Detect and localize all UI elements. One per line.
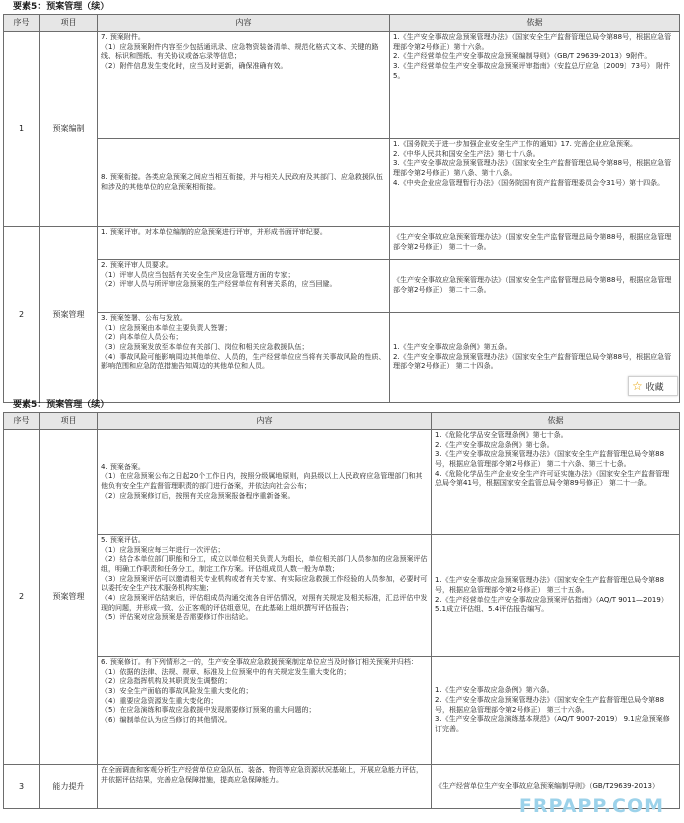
content-cell: 6. 预案修订。有下列情形之一的，生产安全事故应急救援预案制定单位应当及时修订相关预案并归档： （1）依据的法律、法规、规章、标准及上位预案中的有关规定发生重大变化的； （2）应急指挥机构及其职责发生调整的； （3）安全生产面临的事故风险发生重大变化的； （4）重要应急资源发生重大变化的； （5）在应急演练和事故应急救援中发现需要修订预案的重大问题的； （6）编制单位认为应当修订的其他情况。: [98, 657, 432, 765]
header-no: 序号: [4, 413, 40, 430]
watermark: FRPAPP.COM: [518, 794, 664, 817]
table-header-row: [4, 413, 680, 430]
table-row: [4, 535, 680, 657]
row-item: 预案管理: [40, 430, 98, 765]
row-item: 预案编制: [40, 32, 98, 227]
content-cell: 7. 预案附件。 （1）应急预案附件内容至少包括通讯录、应急物资装备清单、规范化格式文本、关键的路线、标识和图纸、有关协议或备忘录等信息； （2）附件信息发生变化时，应当及时更新，确保准确有效。: [98, 32, 390, 139]
header-basis: 依据: [432, 413, 680, 430]
table-row: [4, 139, 680, 227]
content-cell: 1. 预案评审。对本单位编制的应急预案进行评审，并形成书面评审纪要。: [98, 227, 390, 260]
table-header-row: [4, 15, 680, 32]
content-cell: 8. 预案衔接。各类应急预案之间应当相互衔接，并与相关人民政府及其部门、应急救援队伍和涉及的其他单位的应急预案相衔接。: [98, 139, 390, 227]
section-title: 要素5：预案管理（续）: [13, 400, 110, 410]
row-number: 2: [4, 430, 40, 765]
header-item: 项目: [40, 15, 98, 32]
table-row: [4, 657, 680, 765]
basis-cell: 1.《危险化学品安全管理条例》第七十条。 2.《生产安全事故应急条例》第七条。 3.《生产安全事故应急预案管理办法》（国家安全生产监督管理总局令第88号，根据应急管理部令第2号修正） 第二十六条、第三十七条。 4.《危险化学品生产企业安全生产许可证实施办法》（国家安全生产监督管理总局令第41号，根据国家安全监管总局令第89号修正） 第二十一条。: [432, 430, 680, 535]
table-row: [4, 260, 680, 313]
basis-cell: 《生产安全事故应急预案管理办法》（国家安全生产监督管理总局令第88号，根据应急管理部令第2号修正） 第二十一条。: [390, 227, 680, 260]
row-number: 3: [4, 765, 40, 809]
table-row: [4, 430, 680, 535]
favorite-button[interactable]: [628, 376, 678, 396]
header-item: 项目: [40, 413, 98, 430]
content-cell: 4. 预案备案。 （1）在应急预案公布之日起20个工作日内，按照分级属地原则，向县级以上人民政府应急管理部门和其他负有安全生产监督管理职责的部门进行备案，并依法向社会公布； （2）应急预案修订后，按照有关应急预案报备程序重新备案。: [98, 430, 432, 535]
requirements-table: [3, 14, 680, 403]
content-cell: 5. 预案评估。 （1）应急预案应每三年进行一次评估； （2）结合本单位部门职能和分工，成立以单位相关负责人为组长，单位相关部门人员参加的应急预案评估组，明确工作职责和任务分工，制定工作方案。评估组成员人数一般为单数； （3）应急预案评估可以邀请相关专业机构或者有关专家、有实际应急救援工作经验的人员参加，必要时可以委托安全生产技术服务机构实施； （4）应急预案评估结束后，评估组成员沟通交流各自评估情况，对照有关规定及相关标准，汇总评估中发现的问题，并形成一致、公正客观的评估组意见，在此基础上组织撰写评估报告； （5）评估案对应急预案是否需要修订作出结论。: [98, 535, 432, 657]
row-item: 预案管理: [40, 227, 98, 403]
basis-cell: 1.《生产安全事故应急预案管理办法》（国家安全生产监督管理总局令第88号，根据应急管理部令第2号修正）第十六条。 2.《生产经营单位生产安全事故应急预案编制导则》（GB/T 29639-2013）9附件。 3.《生产经营单位生产安全事故应急预案评审指南》（安监总厅应急〔2009〕73号） 附件5。: [390, 32, 680, 139]
header-basis: 依据: [390, 15, 680, 32]
row-number: 1: [4, 32, 40, 227]
header-content: 内容: [98, 413, 432, 430]
content-cell: 2. 预案评审人员要求。 （1）评审人员应当包括有关安全生产及应急管理方面的专家； （2）评审人员与所评审应急预案的生产经营单位有利害关系的，应当回避。: [98, 260, 390, 313]
requirements-table: [3, 412, 680, 809]
section-title: 要素5：预案管理（续）: [13, 2, 110, 12]
row-number: 2: [4, 227, 40, 403]
basis-cell: 1.《国务院关于进一步加强企业安全生产工作的通知》17. 完善企业应急预案。 2.《中华人民共和国安全生产法》第七十八条。 3.《生产安全事故应急预案管理办法》（国家安全生产监督管理总局令第88号，根据应急管理部令第2号修正）第八条、第十八条。 4.《中央企业应急管理暂行办法》（国务院国有资产监督管理委员会令31号）第十四条。: [390, 139, 680, 227]
basis-cell: 1.《生产安全事故应急条例》第六条。 2.《生产安全事故应急预案管理办法》（国家安全生产监督管理总局令第88号，根据应急管理部令第2号修正） 第三十六条。 3.《生产安全事故应急演练基本规范》（AQ/T 9007-2019） 9.1应急预案修订完善。: [432, 657, 680, 765]
table-row: [4, 32, 680, 139]
basis-cell: 《生产安全事故应急预案管理办法》（国家安全生产监督管理总局令第88号，根据应急管理部令第2号修正） 第二十二条。: [390, 260, 680, 313]
star-icon: ☆: [632, 379, 643, 393]
content-cell: 3. 预案签署、公布与发放。 （1）应急预案由本单位主要负责人签署； （2）向本单位人员公布； （3）应急预案发放至本单位有关部门、岗位和相关应急救援队伍； （4）事故风险可能影响周边其他单位、人员的，生产经营单位应当将有关事故风险的性质、影响范围和应急防范措施告知周边的其他单位和人员。: [98, 313, 390, 403]
header-no: 序号: [4, 15, 40, 32]
row-item: 能力提升: [40, 765, 98, 809]
header-content: 内容: [98, 15, 390, 32]
table-section-2: [3, 398, 679, 809]
table-row: [4, 227, 680, 260]
content-cell: 在全面调查和客观分析生产经营单位应急队伍、装备、物资等应急资源状况基础上，开展应急能力评估，并依据评估结果，完善应急保障措施，提高应急保障能力。: [98, 765, 432, 809]
basis-cell: 1.《生产安全事故应急预案管理办法》（国家安全生产监督管理总局令第88号，根据应急管理部令第2号修正） 第三十五条。 2.《生产经营单位生产安全事故应急预案评估指南》（AQ/T 9011—2019） 5.1成立评估组、5.4评估报告编写。: [432, 535, 680, 657]
favorite-label: 收藏: [645, 383, 664, 393]
basis-cell: 1.《生产安全事故应急条例》第五条。 2.《生产安全事故应急预案管理办法》（国家安全生产监督管理总局令第88号，根据应急管理部令第2号修正） 第二十四条。: [390, 313, 680, 403]
table-row: [4, 313, 680, 403]
table-section-1: [3, 0, 679, 403]
basis-cell: 《生产经营单位生产安全事故应急预案编制导则》（GB/T29639-2013）: [432, 765, 680, 809]
